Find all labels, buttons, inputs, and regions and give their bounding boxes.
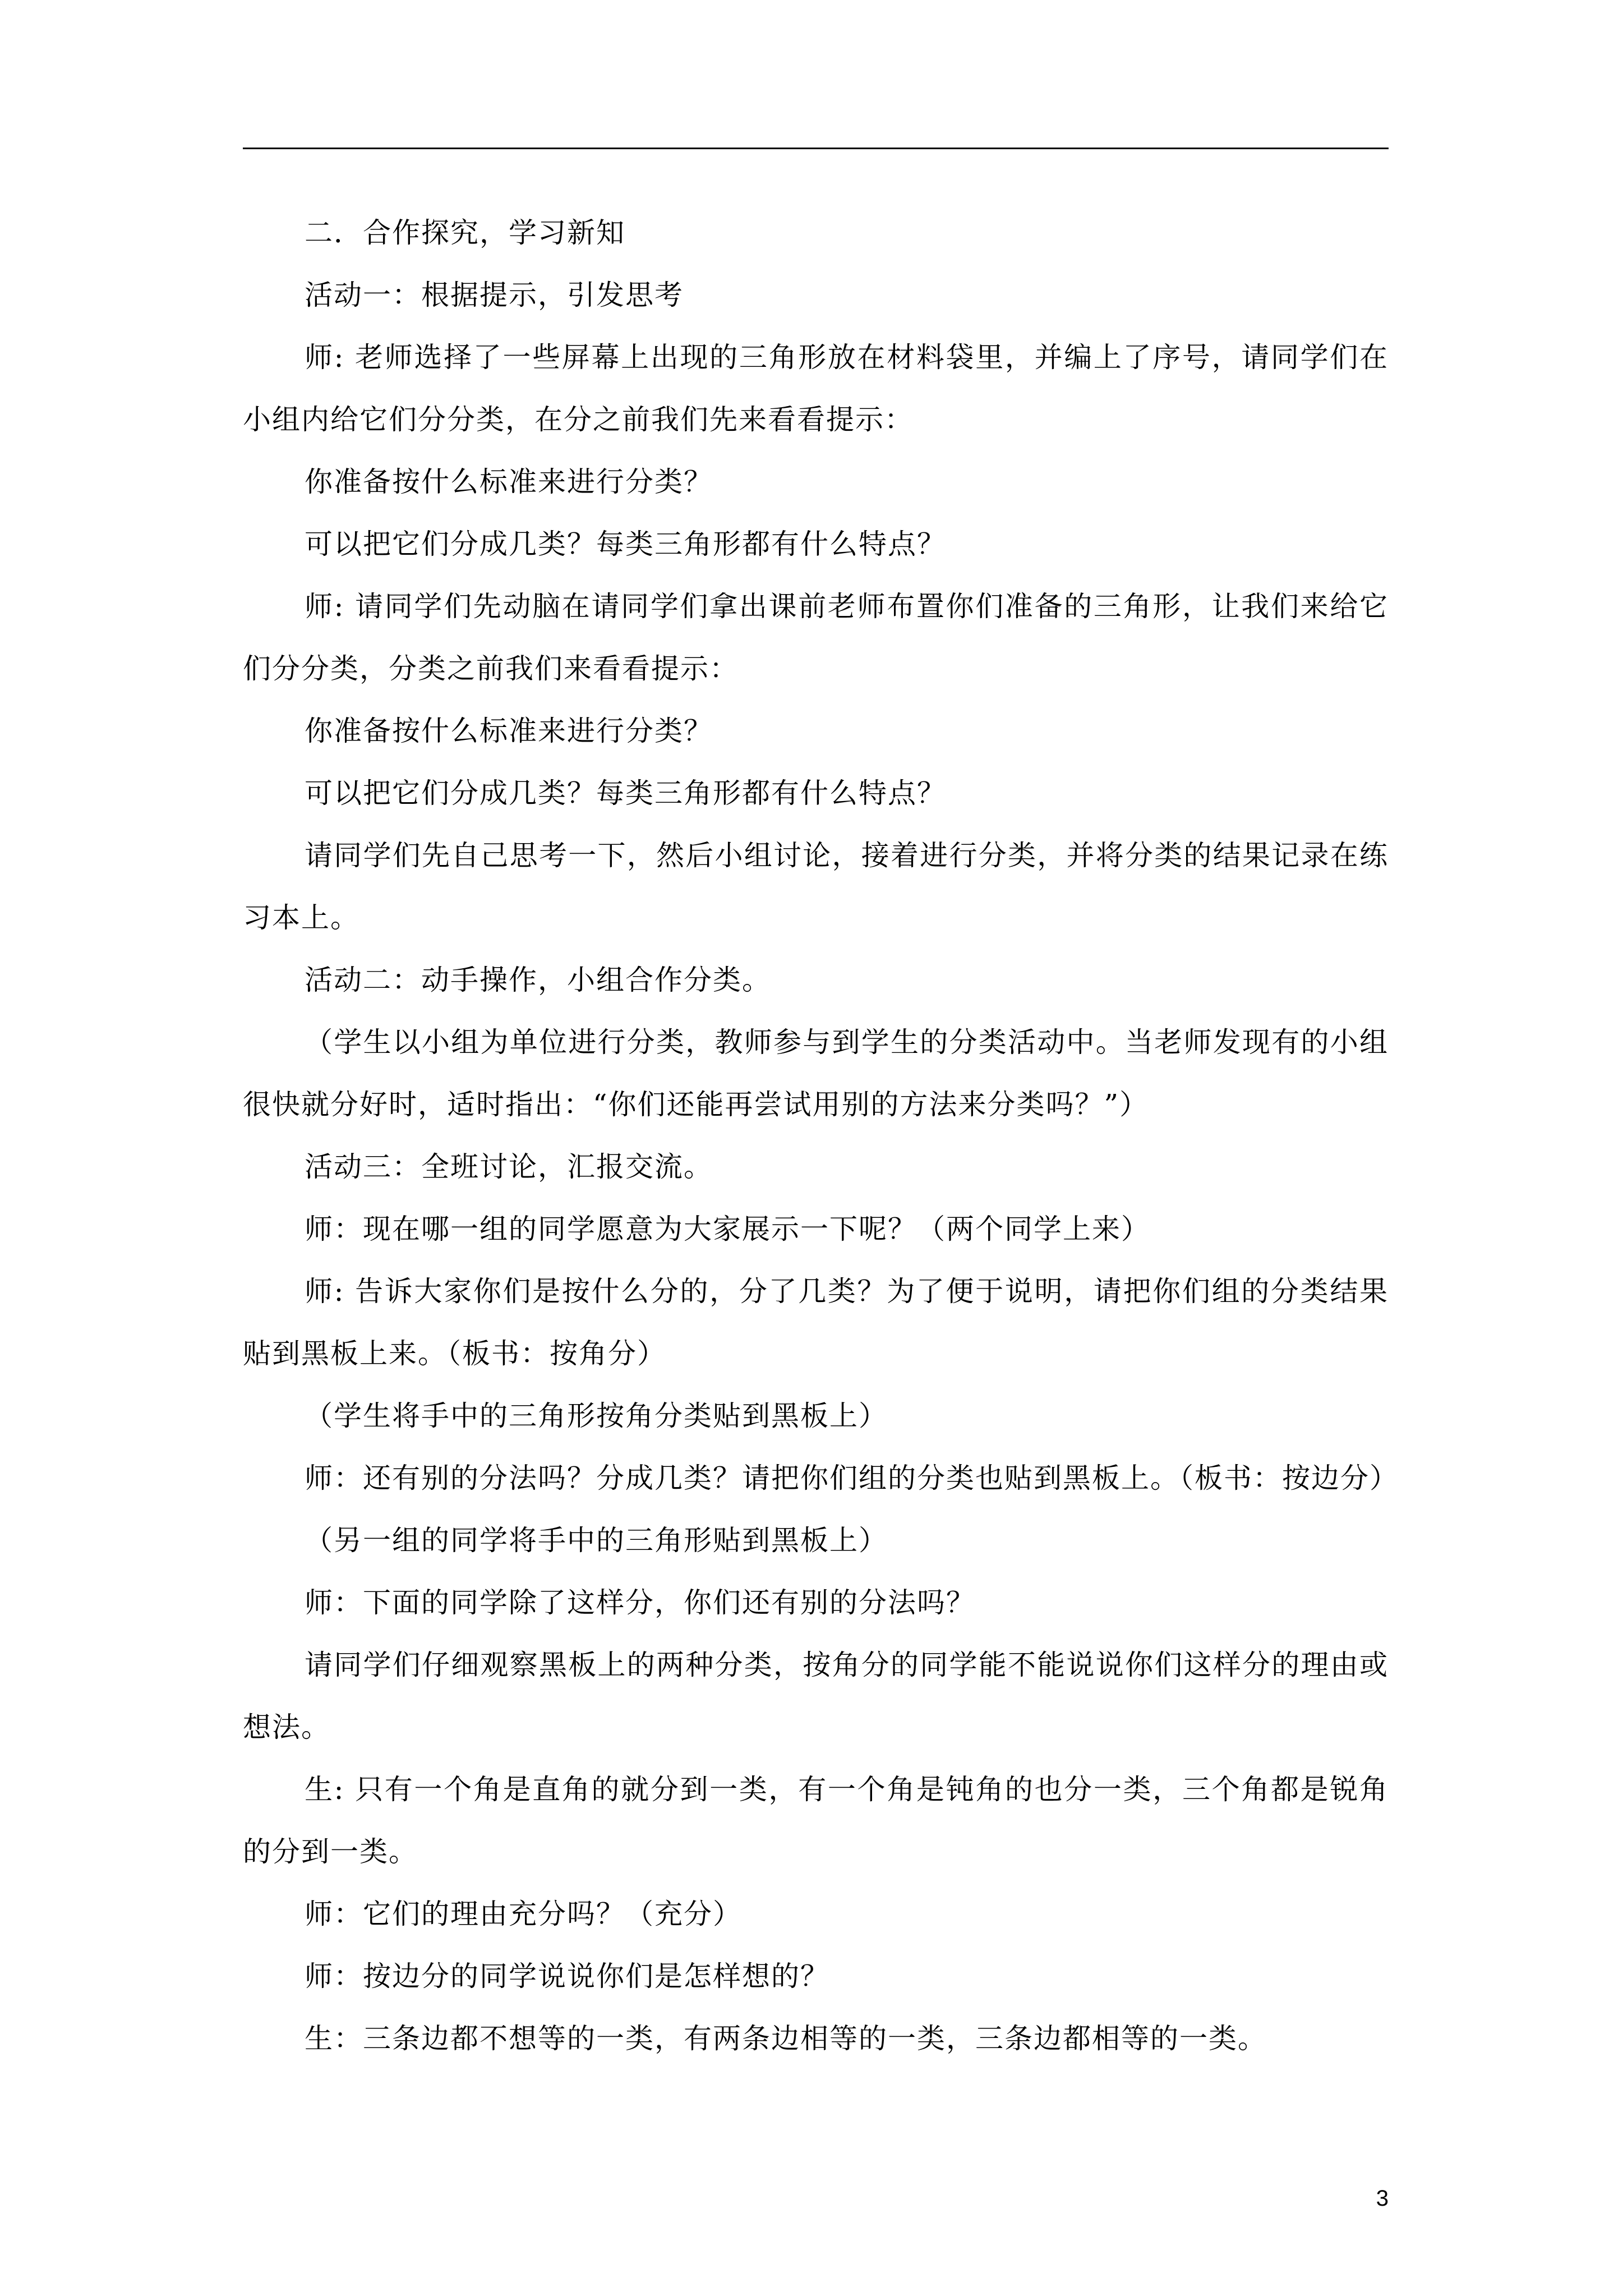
activity-heading: 活动二：动手操作，小组合作分类。 <box>305 964 771 996</box>
paragraph: 生：三条边都不想等的一类，有两条边相等的一类，三条边都相等的一类。 <box>305 2022 1267 2055</box>
section-heading: 二．合作探究，学习新知 <box>305 217 625 249</box>
paragraph: 师：按边分的同学说说你们是怎样想的？ <box>305 1960 829 1993</box>
paragraph: 师：还有别的分法吗？分成几类？请把你们组的分类也贴到黑板上。（板书：按边分） <box>305 1462 1399 1494</box>
paragraph: 你准备按什么标准来进行分类？ <box>305 715 713 747</box>
activity-heading: 活动三：全班讨论，汇报交流。 <box>305 1151 713 1183</box>
paragraph: 请同学们先自己思考一下，然后小组讨论，接着进行分类，并将分类的结果记录在练习本上。 <box>243 839 1389 934</box>
body-text <box>243 202 1399 2070</box>
paragraph: 师: 请同学们先动脑在请同学们拿出课前老师布置你们准备的三角形，让我们来给它们分分类，分类之前我们来看看提示： <box>243 590 1389 685</box>
paragraph: 师：下面的同学除了这样分，你们还有别的分法吗？ <box>305 1586 975 1619</box>
paragraph: 师：它们的理由充分吗？（充分） <box>305 1898 742 1930</box>
page-number: 3 <box>1376 2186 1389 2211</box>
header-rule <box>243 148 1389 149</box>
paragraph: 生: 只有一个角是直角的就分到一类，有一个角是钝角的也分一类，三个角都是锐角的分到一类。 <box>243 1773 1389 1868</box>
paragraph: （学生将手中的三角形按角分类贴到黑板上） <box>305 1400 888 1432</box>
paragraph: 请同学们仔细观察黑板上的两种分类，按角分的同学能不能说说你们这样分的理由或想法。 <box>243 1649 1389 1743</box>
paragraph: 师：现在哪一组的同学愿意为大家展示一下呢？（两个同学上来） <box>305 1213 1150 1245</box>
paragraph: （学生以小组为单位进行分类，教师参与到学生的分类活动中。当老师发现有的小组很快就分好时，适时指出：“你们还能再尝试用别的方法来分类吗？”） <box>243 1026 1389 1121</box>
activity-heading: 活动一：根据提示，引发思考 <box>305 279 684 311</box>
paragraph: 可以把它们分成几类？每类三角形都有什么特点？ <box>305 777 946 809</box>
paragraph: 可以把它们分成几类？每类三角形都有什么特点？ <box>305 528 946 560</box>
paragraph: 师: 老师选择了一些屏幕上出现的三角形放在材料袋里，并编上了序号，请同学们在小组内给它们分分类，在分之前我们先来看看提示： <box>243 341 1389 436</box>
paragraph: 你准备按什么标准来进行分类？ <box>305 466 713 498</box>
paragraph: （另一组的同学将手中的三角形贴到黑板上） <box>305 1524 888 1557</box>
paragraph: 师: 告诉大家你们是按什么分的，分了几类？为了便于说明，请把你们组的分类结果贴到黑板上来。（板书：按角分） <box>243 1275 1389 1370</box>
